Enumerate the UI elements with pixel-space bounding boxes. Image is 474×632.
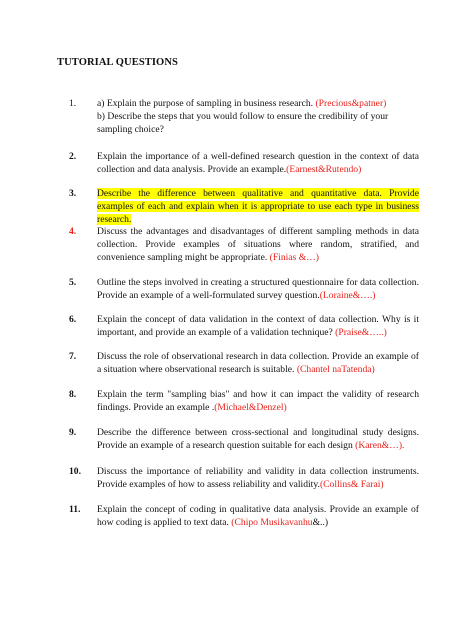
question-number: 6. (69, 314, 77, 325)
question-number: 1. (69, 98, 77, 109)
assigned-names: (Praise&…..) (335, 327, 387, 338)
question-text (97, 225, 419, 264)
page-title: TUTORIAL QUESTIONS (57, 57, 178, 68)
question-number: 7. (69, 351, 77, 362)
question-line-a-text: a) Explain the purpose of sampling in business research. (97, 98, 316, 109)
question-body: Discuss the advantages and disadvantages of different sampling methods in data collection. Provide examples of situations where random, stratified, and convenience sampling might be appropriate. (97, 226, 419, 263)
question-number: 11. (69, 504, 81, 515)
question-body: Discuss the importance of reliability and validity in data collection instruments. Provide examples of how to assess reliability and validity. (97, 466, 419, 490)
assigned-names: (Michael&Denzel) (214, 402, 287, 413)
question-body: Describe the difference between cross-sectional and longitudinal study designs. Provide an example of a research question suitable for each design (97, 427, 419, 451)
question-body: Explain the importance of a well-defined research question in the context of data collection and data analysis. Provide an example. (97, 151, 419, 175)
question-line-b: b) Describe the steps that you would follow to ensure the credibility of your sampling choice? (97, 111, 389, 135)
question-text (97, 97, 419, 136)
question-text (97, 465, 419, 491)
assigned-names-tail: &..) (312, 517, 329, 528)
question-text (97, 503, 419, 529)
assigned-names: (Finias &…) (269, 252, 319, 263)
question-number: 4. (69, 226, 77, 237)
question-text (97, 313, 419, 339)
question-number: 2. (69, 151, 77, 162)
question-number: 8. (69, 389, 77, 400)
question-body: Discuss the role of observational research in data collection. Provide an example of a situation where observational research is suitable. (97, 351, 419, 375)
question-line-a (97, 97, 419, 110)
question-number: 9. (69, 427, 77, 438)
question-body: Explain the concept of data validation in the context of data collection. Why is it important, and provide an example of a validation technique? (97, 314, 419, 338)
question-text (97, 276, 419, 302)
question-number: 5. (69, 277, 77, 288)
assigned-names: (Precious&patner) (315, 98, 387, 109)
question-body: Explain the concept of coding in qualitative data analysis. Provide an example of how coding is applied to text data. (97, 504, 419, 528)
assigned-names: (Chipo Musikavanhu (231, 517, 313, 528)
question-text (97, 426, 419, 452)
question-body: Explain the term "sampling bias" and how it can impact the validity of research findings. Provide an example . (97, 389, 419, 413)
question-text (97, 150, 419, 176)
question-body: Outline the steps involved in creating a structured questionnaire for data collection. Provide an example of a well-formulated survey question. (97, 277, 419, 301)
assigned-names: (Chantel naTatenda) (296, 364, 375, 375)
question-text (97, 350, 419, 376)
highlighted-question-body: Describe the difference between qualitative and quantitative data. Provide examples of each and explain when it is appropriate to use each type in business research. (97, 188, 419, 225)
assigned-names: (Karen&…). (355, 440, 405, 451)
assigned-names: (Earnest&Rutendo) (286, 164, 362, 175)
question-number: 3. (69, 188, 77, 199)
question-number: 10. (69, 466, 81, 477)
assigned-names: (Collins& Farai) (319, 479, 384, 490)
question-text (97, 388, 419, 414)
assigned-names: (Loraine&….) (319, 290, 376, 301)
question-text (97, 187, 419, 226)
